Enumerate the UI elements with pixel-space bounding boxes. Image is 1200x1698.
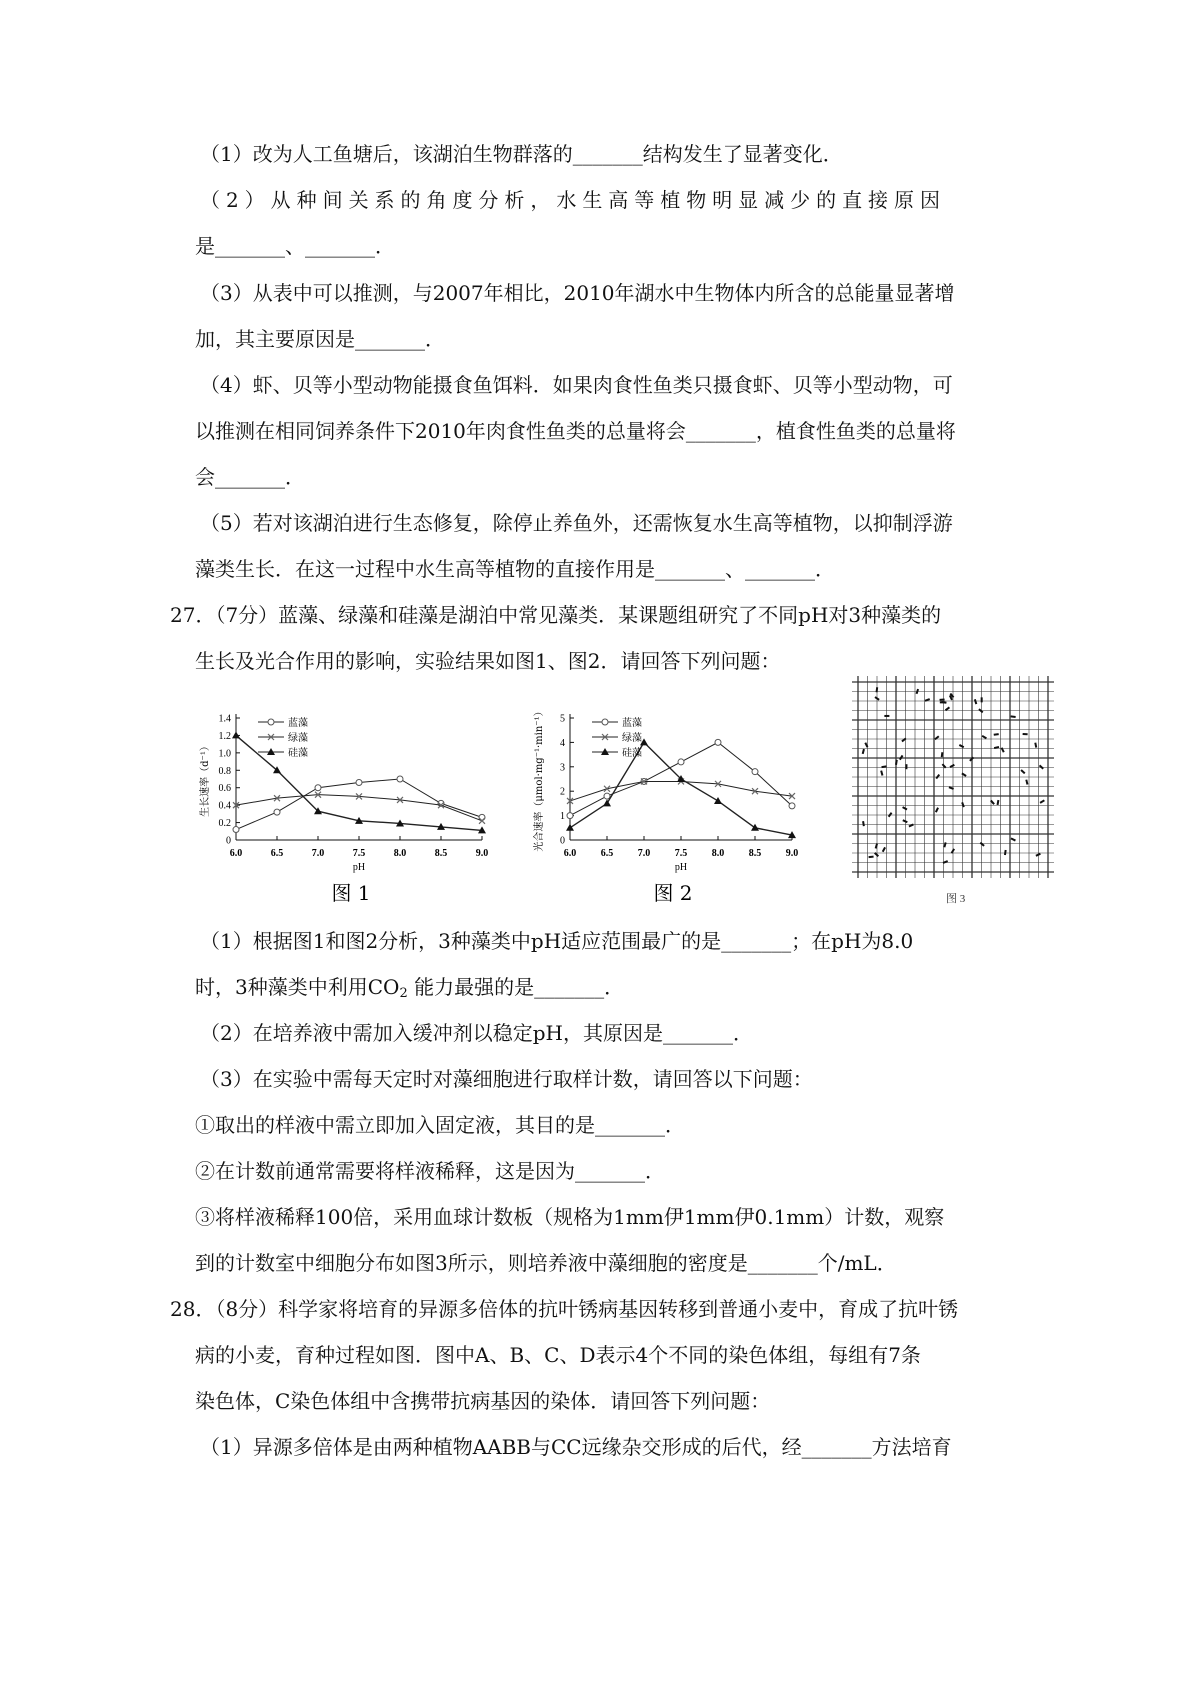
y-tick-label: 1.4 bbox=[218, 713, 231, 725]
grid-lines bbox=[852, 676, 1054, 878]
algae-cell bbox=[961, 802, 965, 807]
algae-cell bbox=[961, 773, 966, 777]
algae-cell bbox=[981, 697, 983, 702]
legend-label: 硅藻 bbox=[288, 748, 308, 759]
q27-part2: （2）在培养液中需加入缓冲剂以稳定pH，其原因是_______． bbox=[200, 1021, 753, 1045]
co2-subscript: 2 bbox=[399, 986, 408, 1001]
x-tick-label: 6.0 bbox=[229, 848, 243, 859]
x-tick-label: 6.5 bbox=[270, 848, 284, 859]
algae-cell bbox=[1034, 743, 1037, 748]
data-point bbox=[603, 799, 611, 806]
data-point bbox=[604, 793, 610, 799]
y-tick-label: 1 bbox=[560, 811, 565, 823]
data-point bbox=[356, 779, 362, 785]
x-axis-label: pH bbox=[674, 862, 688, 873]
data-point bbox=[678, 759, 684, 765]
algae-cell bbox=[935, 774, 940, 779]
q27-part3-sub1: ①取出的样液中需立即加入固定液，其目的是_______． bbox=[195, 1113, 685, 1137]
x-tick-label: 8.0 bbox=[393, 848, 407, 859]
series-蓝藻 bbox=[567, 716, 795, 819]
algae-cell bbox=[1011, 715, 1016, 718]
y-tick-label: 1.2 bbox=[218, 730, 231, 742]
data-point bbox=[752, 769, 758, 775]
x-axis-label: pH bbox=[352, 862, 366, 873]
algae-cell bbox=[943, 842, 946, 847]
algae-cell bbox=[994, 733, 999, 736]
data-point bbox=[274, 809, 280, 815]
algae-cell bbox=[982, 735, 987, 739]
algae-cell bbox=[980, 842, 985, 847]
algae-cell bbox=[1035, 853, 1040, 857]
algae-cell bbox=[1004, 850, 1007, 855]
algae-cell bbox=[939, 698, 944, 700]
x-tick-label: 8.0 bbox=[711, 848, 725, 859]
series-硅藻 bbox=[566, 738, 796, 838]
y-tick-label: 0.4 bbox=[218, 800, 231, 812]
series-绿藻 bbox=[567, 731, 795, 804]
y-tick-label: 0 bbox=[560, 835, 565, 847]
series-line bbox=[570, 742, 792, 835]
algae-cell bbox=[934, 735, 939, 740]
figure-caption: 图 1 bbox=[331, 881, 371, 905]
x-tick-label: 8.5 bbox=[748, 848, 762, 859]
algae-cell bbox=[974, 699, 977, 704]
algae-cell bbox=[884, 715, 889, 717]
algae-cell bbox=[902, 819, 907, 823]
data-point bbox=[715, 739, 721, 745]
algae-cell bbox=[941, 752, 944, 757]
legend-label: 蓝藻 bbox=[288, 718, 308, 729]
q26-part5-line2: 藻类生长．在这一过程中水生高等植物的直接作用是_______、_______． bbox=[195, 557, 835, 581]
algae-cell bbox=[882, 847, 886, 852]
data-point bbox=[315, 785, 321, 791]
legend-marker bbox=[268, 719, 274, 725]
figure-caption: 图 2 bbox=[653, 881, 693, 905]
q26-part2-line2: 是_______、_______． bbox=[195, 234, 395, 258]
data-point bbox=[789, 803, 795, 809]
y-tick-label: 0.2 bbox=[218, 818, 231, 830]
q27-part3: （3）在实验中需每天定时对藻细胞进行取样计数，请回答以下问题： bbox=[200, 1067, 813, 1091]
y-tick-label: 0 bbox=[226, 835, 231, 847]
q26-part4-line1: （4）虾、贝等小型动物能摄食鱼饵料．如果肉食性鱼类只摄食虾、贝等小型动物，可 bbox=[200, 373, 953, 397]
q27-part1-line2-a: 时，3种藻类中利用CO bbox=[195, 975, 400, 999]
x-tick-label: 7.5 bbox=[352, 848, 366, 859]
q28-stem-line2: 病的小麦，育种过程如图．图中A、B、C、D表示4个不同的染色体组，每组有7条 bbox=[195, 1343, 921, 1367]
algae-cell bbox=[1040, 799, 1045, 803]
y-tick-label: 0.6 bbox=[218, 783, 231, 795]
legend-label: 绿藻 bbox=[622, 733, 642, 744]
x-tick-label: 8.5 bbox=[434, 848, 448, 859]
x-tick-label: 9.0 bbox=[785, 848, 799, 859]
series-蓝藻 bbox=[233, 716, 485, 833]
algae-cell bbox=[905, 764, 907, 769]
q27-part1-line2-b: 能力最强的是_______． bbox=[407, 975, 625, 999]
data-point bbox=[566, 824, 574, 831]
q27-part3-sub3-line2: 到的计数室中细胞分布如图3所示，则培养液中藻细胞的密度是_______个/mL． bbox=[195, 1251, 897, 1275]
figure-1 bbox=[192, 700, 512, 922]
data-point bbox=[567, 813, 573, 819]
algae-cell bbox=[869, 856, 874, 858]
y-tick-label: 0.8 bbox=[218, 765, 231, 777]
q26-part2-line1: （2）从种间关系的角度分析，水生高等植物明显减少的直接原因 bbox=[200, 188, 940, 212]
chart-growth-rate bbox=[192, 700, 512, 922]
x-tick-label: 7.5 bbox=[674, 848, 688, 859]
algae-cell bbox=[1001, 747, 1005, 752]
algae-cell bbox=[1023, 733, 1028, 735]
q27-part1-line1: （1）根据图1和图2分析，3种藻类中pH适应范围最广的是_______；在pH为8.0 bbox=[200, 929, 914, 953]
q26-part4-line3: 会_______． bbox=[195, 465, 305, 489]
algae-cell bbox=[862, 749, 865, 754]
data-point bbox=[233, 827, 239, 833]
series-绿藻 bbox=[233, 731, 485, 824]
y-axis-label: 生长速率（d⁻¹） bbox=[200, 741, 211, 817]
algae-cell bbox=[902, 806, 907, 810]
algae-cell bbox=[875, 843, 878, 848]
q26-part5-line1: （5）若对该湖泊进行生态修复，除停止养鱼外，还需恢复水生高等植物，以抑制浮游 bbox=[200, 511, 953, 535]
y-tick-label: 4 bbox=[560, 737, 565, 749]
figure-3 bbox=[840, 670, 1070, 910]
data-point bbox=[751, 824, 759, 831]
hemocytometer-grid bbox=[840, 670, 1070, 910]
x-tick-label: 6.0 bbox=[563, 848, 577, 859]
q28-stem-line1: 28．（8分）科学家将培育的异源多倍体的抗叶锈病基因转移到普通小麦中，育成了抗叶锈 bbox=[170, 1297, 959, 1321]
algae-cell bbox=[940, 701, 945, 703]
legend-label: 硅藻 bbox=[622, 748, 642, 759]
algae-cell bbox=[1039, 765, 1044, 770]
q27-stem-line1: 27．（7分）蓝藻、绿藻和硅藻是湖泊中常见藻类．某课题组研究了不同pH对3种藻类的 bbox=[170, 603, 942, 627]
chart-photosynthesis-rate bbox=[526, 700, 816, 922]
algae-cell bbox=[1020, 769, 1025, 774]
algae-cell bbox=[880, 770, 883, 775]
q26-part3-line1: （3）从表中可以推测，与2007年相比，2010年湖水中生物体内所含的总能量显著增 bbox=[200, 281, 955, 305]
data-point bbox=[397, 776, 403, 782]
algae-cell bbox=[959, 744, 964, 748]
legend-label: 蓝藻 bbox=[622, 718, 642, 729]
y-tick-label: 2 bbox=[560, 786, 565, 798]
x-tick-label: 7.0 bbox=[637, 848, 651, 859]
x-tick-label: 9.0 bbox=[475, 848, 489, 859]
q27-stem-line2: 生长及光合作用的影响，实验结果如图1、图2．请回答下列问题： bbox=[195, 649, 781, 673]
algae-cell bbox=[862, 821, 865, 826]
figure-2 bbox=[526, 700, 816, 922]
q27-part3-sub2: ②在计数前通常需要将样液稀释，这是因为_______． bbox=[195, 1159, 665, 1183]
legend-label: 绿藻 bbox=[288, 733, 308, 744]
q26-part4-line2: 以推测在相同饲养条件下2010年肉食性鱼类的总量将会_______，植食性鱼类的总量将 bbox=[195, 419, 956, 443]
x-tick-label: 6.5 bbox=[600, 848, 614, 859]
y-axis-label: 光合速率（μmol·mg⁻¹·min⁻¹） bbox=[534, 706, 545, 852]
q26-part1: （1）改为人工鱼塘后，该湖泊生物群落的_______结构发生了显著变化． bbox=[200, 142, 843, 166]
q28-part1: （1）异源多倍体是由两种植物AABB与CC远缘杂交形成的后代，经_______方法培育 bbox=[200, 1435, 952, 1459]
data-point bbox=[714, 797, 722, 804]
q26-part3-line2: 加，其主要原因是_______． bbox=[195, 327, 445, 351]
q28-stem-line3: 染色体，C染色体组中含携带抗病基因的染体．请回答下列问题： bbox=[195, 1389, 771, 1413]
algae-cell bbox=[1011, 837, 1016, 841]
algae-cell bbox=[908, 824, 913, 828]
x-tick-label: 7.0 bbox=[311, 848, 325, 859]
legend-marker bbox=[602, 719, 608, 725]
q27-part3-sub3-line1: ③将样液稀释100倍，采用血球计数板（规格为1mm伊1mm伊0.1mm）计数，观察 bbox=[195, 1205, 945, 1229]
y-tick-label: 3 bbox=[560, 762, 565, 774]
figure-3-caption: 图 3 bbox=[946, 893, 966, 905]
q27-part1-line2 bbox=[195, 973, 624, 1008]
algae-cell bbox=[997, 800, 1000, 805]
y-tick-label: 1.0 bbox=[218, 748, 231, 760]
algae-cell bbox=[1025, 779, 1028, 784]
algae-cell bbox=[935, 807, 939, 812]
y-tick-label: 5 bbox=[560, 713, 565, 725]
